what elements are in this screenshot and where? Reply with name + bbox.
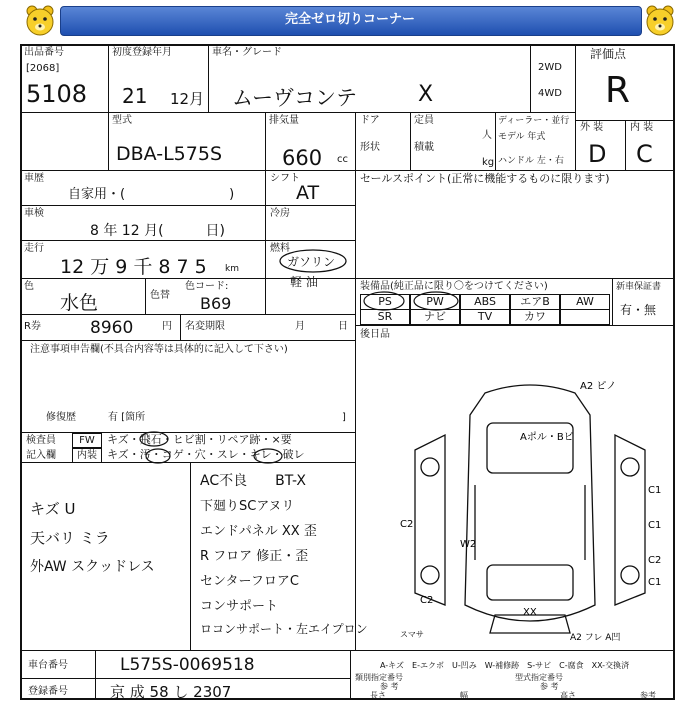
equipment-ps: PS bbox=[360, 294, 410, 310]
fuel-label: 燃料 bbox=[270, 243, 290, 254]
fw-label: FW bbox=[72, 433, 102, 448]
lot-label: 出品番号 bbox=[24, 47, 64, 58]
inspector-circle-marks bbox=[104, 430, 354, 464]
diagram-mark: C1 bbox=[648, 520, 662, 531]
remark-line: キズ U bbox=[30, 500, 76, 518]
color-code: B69 bbox=[200, 294, 232, 313]
first-registration-label: 初度登録年月 bbox=[112, 47, 172, 58]
bear-mascot-icon bbox=[22, 2, 58, 38]
diagram-mark: A2 フレ A凹 bbox=[570, 633, 621, 643]
equipment-empty bbox=[560, 309, 610, 325]
diagram-mark: Aポル・Bピ bbox=[520, 432, 574, 443]
divider bbox=[208, 44, 209, 112]
type-designation-label: 型式指定番号 bbox=[515, 673, 563, 682]
registration-month: 12月 bbox=[170, 90, 205, 108]
divider bbox=[355, 325, 675, 326]
diagram-mark: W2 bbox=[460, 539, 477, 550]
load-unit: kg bbox=[482, 157, 495, 168]
height-label: 高さ bbox=[560, 691, 576, 700]
history-value: 自家用・( ) bbox=[68, 187, 235, 202]
diagram-mark: A2 ピノ bbox=[580, 381, 617, 392]
repair-history-label: 修復歴 bbox=[46, 412, 76, 423]
displacement-value: 660 bbox=[282, 146, 323, 170]
designation-label: 類別指定番号 bbox=[355, 673, 403, 682]
equipment-label: 装備品(純正品に限り〇をつけてください) bbox=[360, 281, 548, 292]
transfer-label: 名変期限 bbox=[185, 321, 225, 332]
sales-point-label: セールスポイント(正常に機能するものに限ります) bbox=[360, 172, 610, 185]
mileage-label: 走行 bbox=[24, 243, 44, 254]
mileage-unit: km bbox=[225, 264, 239, 274]
lot-code: [2068] bbox=[26, 63, 60, 74]
load-label: 積載 bbox=[414, 142, 434, 153]
interior-label: 内 装 bbox=[630, 122, 654, 133]
model-grade-label: 車名・グレード bbox=[212, 47, 282, 58]
overall-score: R bbox=[605, 70, 631, 111]
gasoline-circle-mark bbox=[278, 248, 348, 274]
diagram-mark: C2 bbox=[648, 555, 662, 566]
recycle-unit: 円 bbox=[162, 321, 172, 332]
interior-row-label: 内装 bbox=[72, 448, 102, 463]
fw-items: キズ・飛石・ヒビ割・リペア跡・×要 bbox=[107, 433, 292, 446]
car-damage-diagram bbox=[395, 375, 675, 650]
model-name: ムーヴコンテ bbox=[232, 86, 357, 110]
type-label: 型式 bbox=[112, 115, 132, 126]
color-code-label: 色コード: bbox=[185, 281, 229, 292]
divider bbox=[20, 205, 355, 206]
equipment-pw: PW bbox=[410, 294, 460, 310]
exterior-label: 外 装 bbox=[580, 122, 604, 133]
color-swap-label: 色替 bbox=[150, 290, 170, 301]
divider bbox=[265, 112, 266, 170]
fuel-diesel: 軽 油 bbox=[290, 275, 318, 289]
remark-line: AC不良 BT-X bbox=[200, 473, 306, 489]
diagram-mark: XX bbox=[523, 607, 537, 618]
notes-label: 注意事項申告欄(不具合内容等は具体的に記入して下さい) bbox=[30, 344, 288, 355]
diagram-mark: C1 bbox=[648, 485, 662, 496]
later-items-label: 後日品 bbox=[360, 329, 390, 340]
registration-number: 京 成 58 し 2307 bbox=[110, 683, 232, 701]
reference-label-1: 参 考 bbox=[380, 682, 399, 691]
diagram-mark: C2 bbox=[420, 595, 434, 606]
divider bbox=[625, 120, 626, 170]
capacity-label: 定員 bbox=[414, 115, 434, 126]
color-value: 水色 bbox=[60, 292, 99, 314]
shift-value: AT bbox=[296, 182, 320, 204]
divider bbox=[190, 462, 191, 650]
exterior-grade: D bbox=[588, 140, 607, 168]
remarks-right bbox=[200, 470, 368, 645]
equipment-aw: AW bbox=[560, 294, 610, 310]
remark-line: R フロア 修正・歪 bbox=[200, 549, 309, 564]
lot-number: 5108 bbox=[26, 80, 88, 108]
score-label: 評価点 bbox=[590, 47, 627, 61]
type-value: DBA-L575S bbox=[116, 143, 223, 165]
repair-history-close: ] bbox=[342, 412, 346, 423]
model-grade: X bbox=[418, 82, 434, 107]
warranty-value: 有・無 bbox=[620, 303, 657, 317]
recycle-label: R券 bbox=[24, 321, 41, 332]
divider bbox=[530, 44, 531, 112]
aircon-label: 冷房 bbox=[270, 208, 290, 219]
divider bbox=[495, 112, 496, 170]
inspector-label-2: 記入欄 bbox=[26, 450, 56, 461]
chassis-number: L575S-0069518 bbox=[120, 655, 255, 675]
divider bbox=[108, 44, 109, 170]
divider bbox=[265, 170, 266, 314]
remark-line: センターフロアC bbox=[200, 574, 299, 589]
repair-history-value: 有 [箇所 bbox=[108, 412, 146, 423]
remark-line: コンサポート bbox=[200, 599, 279, 614]
capacity-unit: 人 bbox=[482, 130, 492, 141]
reference-label-2: 参 考 bbox=[540, 682, 559, 691]
recycle-value: 8960 bbox=[90, 318, 134, 338]
divider bbox=[20, 240, 355, 241]
displacement-label: 排気量 bbox=[269, 115, 299, 126]
history-label: 車歴 bbox=[24, 173, 44, 184]
equipment-tv: TV bbox=[460, 309, 510, 325]
displacement-unit: cc bbox=[337, 154, 348, 165]
interior-grade: C bbox=[636, 140, 653, 168]
divider bbox=[350, 650, 351, 700]
divider bbox=[145, 278, 146, 314]
remark-line: エンドパネル XX 歪 bbox=[200, 524, 317, 539]
width-label: 幅 bbox=[460, 691, 468, 700]
inspection-value: 8 年 12 月( 日) bbox=[90, 223, 225, 239]
equipment-circle-marks bbox=[360, 290, 470, 312]
model-year-label: モデル 年式 bbox=[498, 132, 546, 142]
inspector-label-1: 検査員 bbox=[26, 435, 56, 446]
divider bbox=[20, 650, 675, 651]
diagram-mark: スマサ bbox=[400, 630, 424, 639]
dealer-label: ディーラー・並行 bbox=[498, 116, 570, 126]
divider bbox=[20, 340, 355, 341]
bear-mascot-icon bbox=[642, 2, 678, 38]
divider bbox=[575, 44, 576, 170]
registration-year: 21 bbox=[122, 84, 148, 108]
fuel-gasoline: ガソリン bbox=[287, 255, 336, 269]
equipment-abs: ABS bbox=[460, 294, 510, 310]
color-label: 色 bbox=[24, 281, 34, 292]
remarks-left bbox=[30, 470, 190, 576]
mileage-value: 12 万 9 千 8 7 5 bbox=[60, 256, 207, 278]
equipment-airbag: エアB bbox=[510, 294, 560, 310]
remark-line: 下廻りSCアヌリ bbox=[200, 499, 295, 514]
divider bbox=[95, 650, 96, 700]
inspection-label: 車検 bbox=[24, 208, 44, 219]
diagram-mark: C1 bbox=[648, 577, 662, 588]
header-title: 完全ゼロ切りコーナー bbox=[284, 12, 415, 27]
interior-items: キズ・汚・コゲ・穴・スレ・キレ・破レ bbox=[107, 448, 305, 461]
divider bbox=[20, 678, 350, 679]
divider bbox=[410, 112, 411, 170]
body-label: 形状 bbox=[360, 142, 380, 153]
doors-label: ドア bbox=[360, 115, 380, 126]
length-label: 長さ bbox=[370, 691, 386, 700]
warranty-label: 新車保証書 bbox=[616, 282, 662, 292]
transfer-month: 月 bbox=[295, 321, 305, 332]
diagram-mark: C2 bbox=[400, 519, 414, 530]
divider bbox=[20, 112, 575, 113]
damage-legend: A-キズ E-エクボ U-凹み W-補修跡 S-サビ C-腐食 XX-交換済 bbox=[380, 661, 630, 670]
divider bbox=[355, 278, 675, 279]
remark-line: ロコンサポート・左エイプロン bbox=[200, 622, 368, 636]
equipment-navi: ナビ bbox=[410, 309, 460, 325]
transfer-day: 日 bbox=[338, 321, 348, 332]
divider bbox=[612, 278, 613, 325]
remark-line: 外AW スクッドレス bbox=[30, 559, 155, 575]
registration-number-label: 登録番号 bbox=[28, 686, 68, 697]
divider bbox=[20, 170, 675, 171]
handle-label: ハンドル 左・右 bbox=[498, 156, 564, 166]
divider bbox=[180, 314, 181, 340]
reference-label-3: 参考 bbox=[640, 691, 656, 700]
remark-line: 天バリ ミラ bbox=[30, 529, 110, 547]
drive-4wd: 4WD bbox=[538, 88, 562, 99]
drive-2wd: 2WD bbox=[538, 62, 562, 73]
shift-label: シフト bbox=[270, 173, 300, 184]
equipment-leather: カワ bbox=[510, 309, 560, 325]
equipment-sr: SR bbox=[360, 309, 410, 325]
chassis-label: 車台番号 bbox=[28, 660, 68, 671]
